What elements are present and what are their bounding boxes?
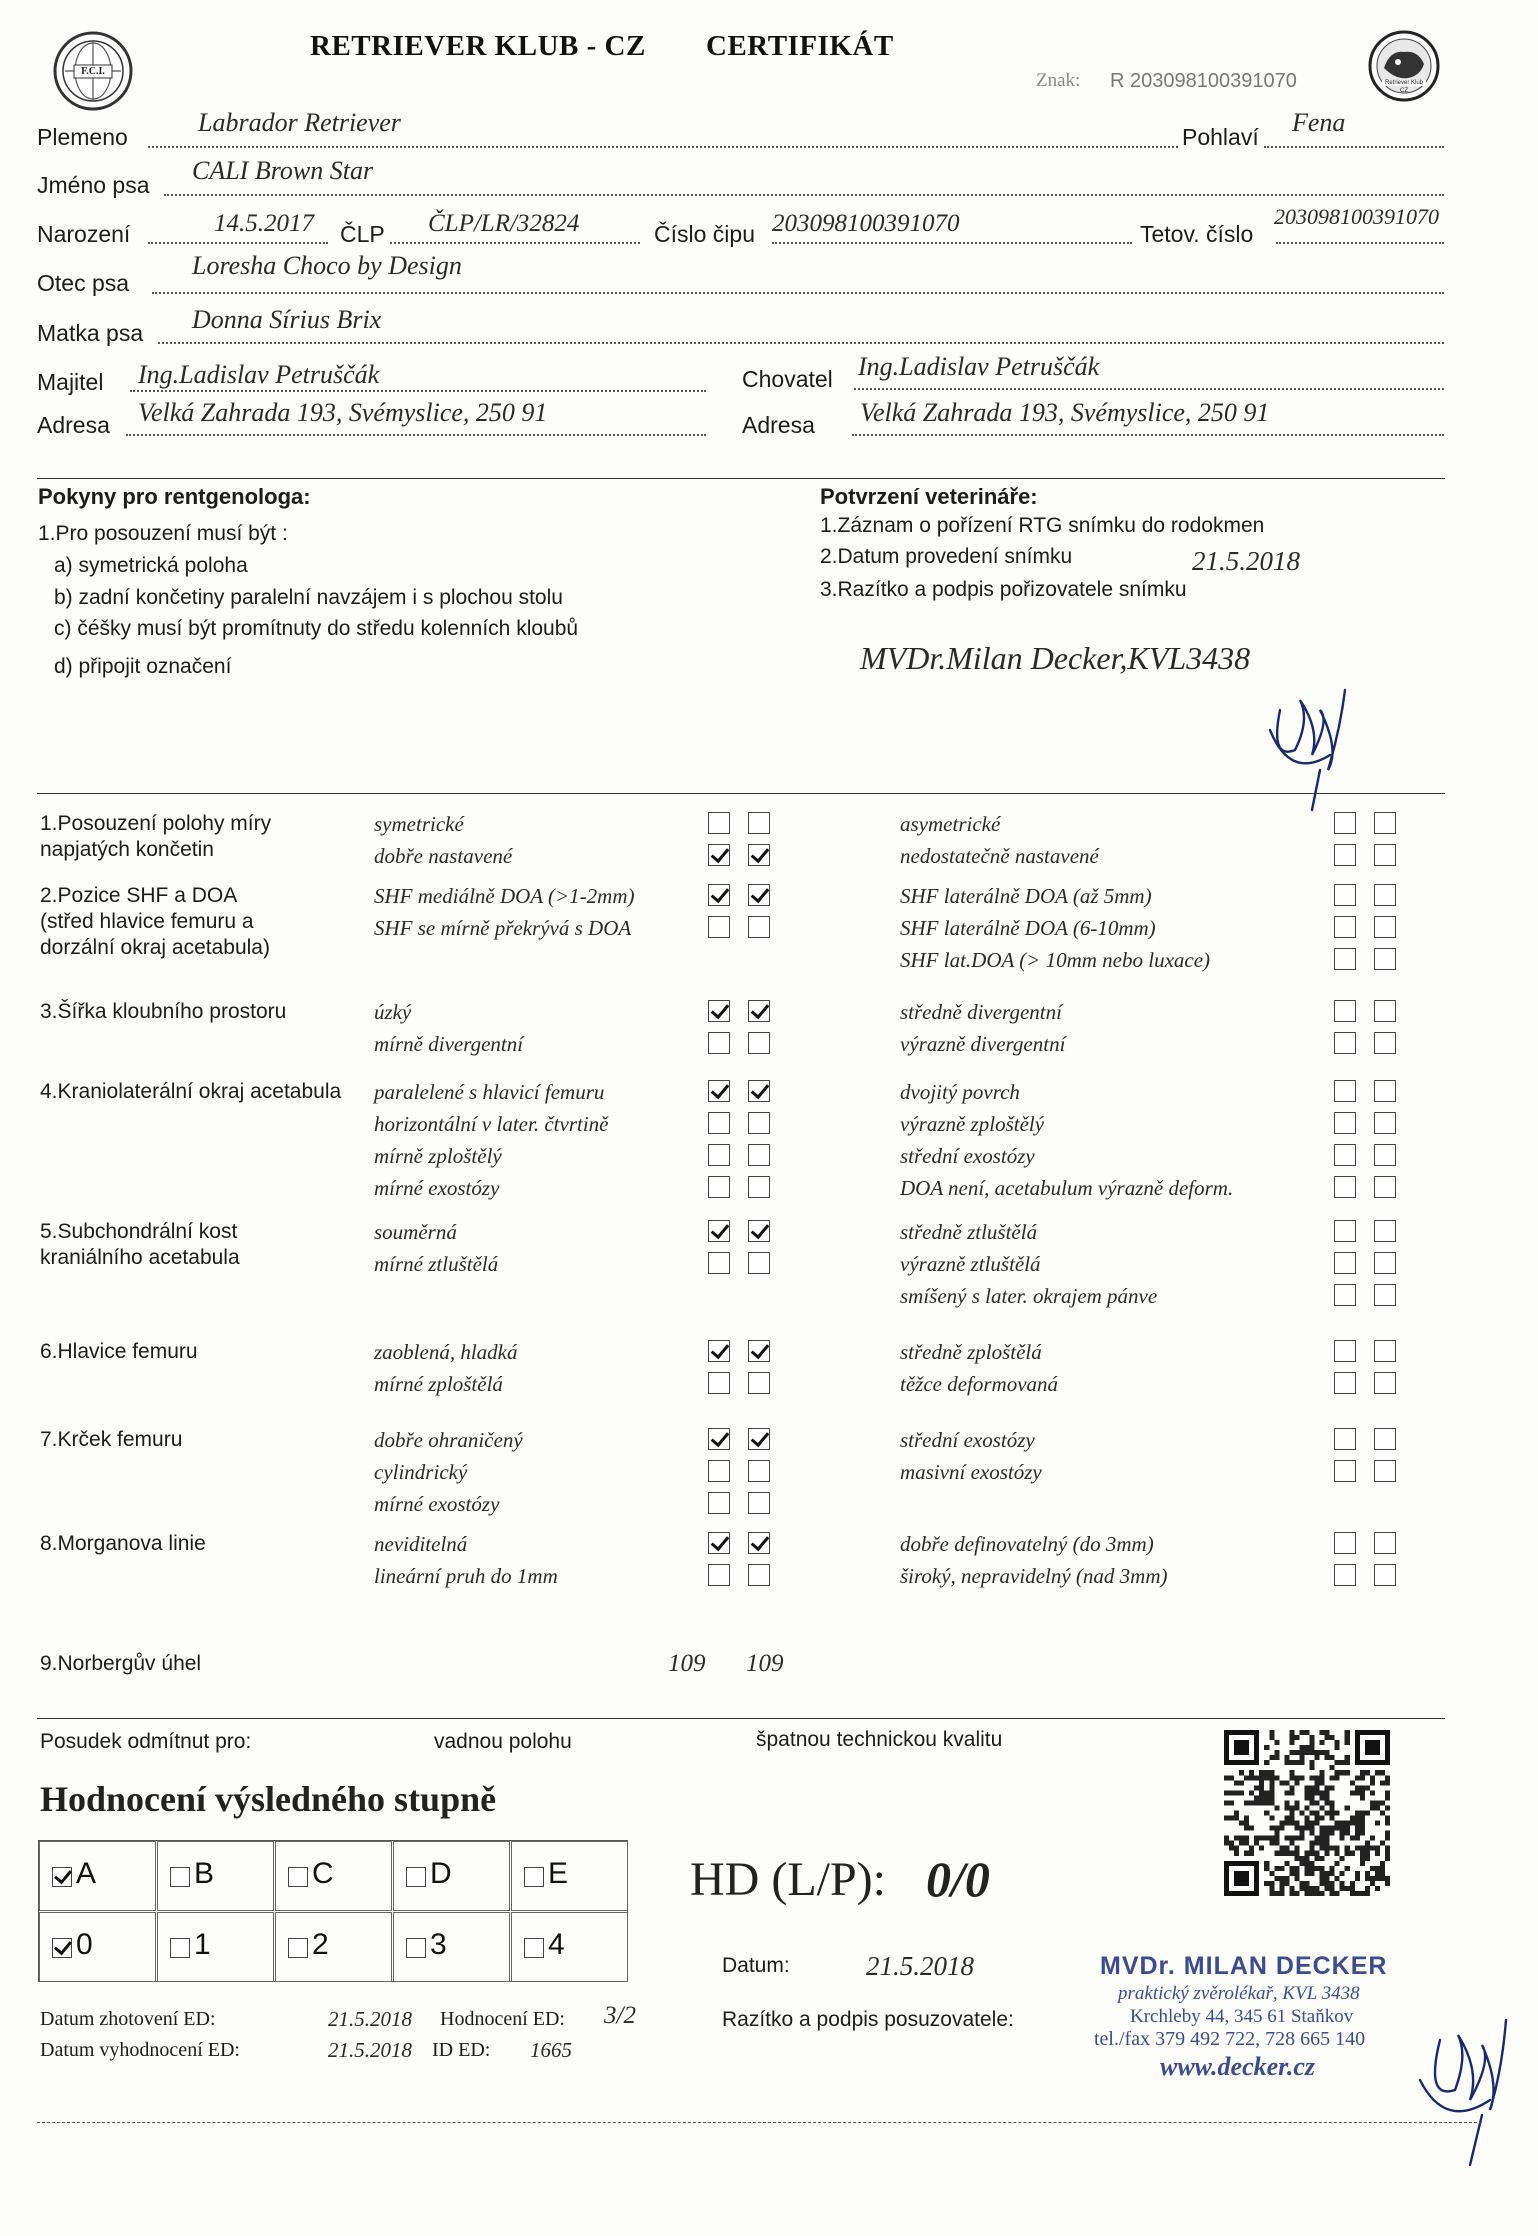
hodnoceni-label: Hodnocení ED: [440, 2008, 565, 2030]
checkbox-left[interactable] [1334, 1372, 1356, 1394]
checkbox-right[interactable] [1374, 1428, 1396, 1450]
checkbox-left[interactable] [708, 1532, 730, 1554]
checkbox-left[interactable] [708, 1492, 730, 1514]
checkbox-right[interactable] [1374, 1144, 1396, 1166]
criterion-option: zaoblená, hladká [374, 1340, 518, 1364]
otec-label: Otec psa [37, 270, 130, 296]
grade-label: 0 [76, 1928, 93, 1961]
plemeno-label: Plemeno [37, 124, 128, 150]
checkbox-right[interactable] [748, 1252, 770, 1274]
razitko-label: Razítko a podpis posuzovatele: [722, 2008, 1014, 2031]
checkbox-left[interactable] [708, 1000, 730, 1022]
narozeni-value: 14.5.2017 [214, 210, 314, 237]
norberg-p: 109 [746, 1650, 784, 1677]
checkbox-left[interactable] [1334, 1340, 1356, 1362]
checkbox-right[interactable] [748, 1460, 770, 1482]
qr-code [1224, 1730, 1390, 1896]
grade-label: 1 [194, 1928, 211, 1961]
criterion-label: 3.Šířka kloubního prostoru [40, 1000, 287, 1023]
grade-label: C [312, 1857, 334, 1890]
grade-label: B [194, 1857, 215, 1890]
criterion-label: kraniálního acetabula [40, 1246, 240, 1269]
criterion-option: smíšený s later. okrajem pánve [900, 1284, 1158, 1308]
checkbox-left[interactable] [1334, 1460, 1356, 1482]
criterion-label: dorzální okraj acetabula) [40, 936, 270, 959]
criterion-option: SHF laterálně DOA (6-10mm) [900, 916, 1156, 940]
hodnoceni-value: 3/2 [604, 2002, 636, 2029]
checkbox-right[interactable] [748, 1144, 770, 1166]
criterion-label: 2.Pozice SHF a DOA [40, 884, 238, 907]
grade-cell[interactable] [39, 1912, 156, 1982]
chovatel-value: Ing.Ladislav Petruščák [858, 352, 1100, 381]
vet-name: MVDr.Milan Decker,KVL3438 [860, 640, 1251, 676]
checkbox-left[interactable] [1334, 1252, 1356, 1274]
checkbox-right[interactable] [748, 844, 770, 866]
criterion-label: 6.Hlavice femuru [40, 1340, 198, 1363]
checkbox-left[interactable] [1334, 1428, 1356, 1450]
grade-cell[interactable] [39, 1841, 156, 1911]
chovatel-adresa-label: Adresa [742, 412, 815, 438]
checkbox-left[interactable] [1334, 948, 1356, 970]
criterion-option: lineární pruh do 1mm [374, 1564, 558, 1588]
plemeno-value: Labrador Retriever [198, 108, 401, 137]
checkbox-right[interactable] [1374, 1220, 1396, 1242]
checkbox-right[interactable] [1374, 916, 1396, 938]
criterion-option: dvojitý povrch [900, 1080, 1020, 1104]
criterion-label: 5.Subchondrální kost [40, 1220, 238, 1243]
club-name: RETRIEVER KLUB - CZ [310, 30, 646, 62]
hd-value: 0/0 [926, 1851, 990, 1907]
checkbox-left[interactable] [708, 1372, 730, 1394]
checkbox-left[interactable] [1334, 1564, 1356, 1586]
checkbox-right[interactable] [748, 1492, 770, 1514]
judge-signature [1400, 2000, 1510, 2180]
grade-cell[interactable] [157, 1841, 274, 1911]
instructions-title: Pokyny pro rentgenologa: [38, 484, 311, 509]
stamp [1080, 1950, 1440, 2090]
checkbox-left[interactable] [708, 812, 730, 834]
grade-checkbox[interactable] [52, 1867, 72, 1887]
jmeno-value: CALI Brown Star [192, 156, 374, 185]
jmeno-label: Jméno psa [37, 172, 150, 198]
checkbox-right[interactable] [748, 1112, 770, 1134]
majitel-adresa-value: Velká Zahrada 193, Svémyslice, 250 91 [138, 398, 548, 427]
grade-checkbox[interactable] [170, 1938, 190, 1958]
criterion-label: 8.Morganova linie [40, 1532, 206, 1555]
checkbox-right[interactable] [748, 1372, 770, 1394]
vet-line3: 3.Razítko a podpis pořizovatele snímku [820, 578, 1187, 601]
checkbox-left[interactable] [1334, 916, 1356, 938]
criterion-option: výrazně divergentní [900, 1032, 1066, 1056]
zhotoveni-value: 21.5.2018 [328, 2007, 412, 2031]
id-label: ID ED: [432, 2039, 491, 2061]
checkbox-right[interactable] [1374, 1112, 1396, 1134]
checkbox-left[interactable] [708, 1428, 730, 1450]
checkbox-right[interactable] [1374, 812, 1396, 834]
checkbox-left[interactable] [1334, 812, 1356, 834]
checkbox-left[interactable] [708, 1460, 730, 1482]
rejection-option-position: vadnou polohu [434, 1730, 572, 1753]
criterion-option: dobře ohraničený [374, 1428, 523, 1452]
criterion-option: masivní exostózy [900, 1460, 1042, 1484]
instruction-item: b) zadní končetiny paralelní navzájem i s plochou stolu [54, 586, 563, 609]
document-title: CERTIFIKÁT [706, 30, 894, 62]
checkbox-right[interactable] [1374, 948, 1396, 970]
grade-label: 4 [548, 1928, 565, 1961]
fci-logo-text: F.C.I. [81, 66, 105, 77]
checkbox-left[interactable] [1334, 844, 1356, 866]
checkbox-right[interactable] [1374, 884, 1396, 906]
instructions-intro: 1.Pro posouzení musí být : [38, 522, 288, 545]
grade-checkbox[interactable] [52, 1938, 72, 1958]
checkbox-left[interactable] [1334, 1144, 1356, 1166]
checkbox-right[interactable] [1374, 844, 1396, 866]
criterion-label: 4.Kraniolaterální okraj acetabula [40, 1080, 342, 1103]
id-value: 1665 [530, 2038, 572, 2062]
checkbox-left[interactable] [708, 1340, 730, 1362]
instruction-item: c) čéšky musí být promítnuty do středu kolenních kloubů [54, 617, 579, 640]
checkbox-right[interactable] [748, 1080, 770, 1102]
criterion-label: (střed hlavice femuru a [40, 910, 254, 933]
grade-cell[interactable] [275, 1841, 392, 1911]
checkbox-left[interactable] [708, 1032, 730, 1054]
checkbox-right[interactable] [748, 1032, 770, 1054]
cip-label: Číslo čipu [654, 221, 755, 247]
criterion-option: souměrná [374, 1220, 457, 1244]
criterion-option: asymetrické [900, 812, 1001, 836]
grade-checkbox[interactable] [524, 1867, 544, 1887]
criterion-option: těžce deformovaná [900, 1372, 1059, 1396]
grade-label: D [430, 1857, 452, 1890]
matka-value: Donna Sírius Brix [192, 305, 382, 334]
vyhodnoceni-label: Datum vyhodnocení ED: [40, 2039, 240, 2061]
checkbox-right[interactable] [1374, 1372, 1396, 1394]
vyhodnoceni-value: 21.5.2018 [328, 2038, 412, 2062]
narozeni-label: Narození [37, 221, 131, 247]
checkbox-right[interactable] [1374, 1000, 1396, 1022]
grade-checkbox[interactable] [406, 1938, 426, 1958]
checkbox-right[interactable] [748, 1220, 770, 1242]
criterion-option: mírné exostózy [374, 1492, 500, 1516]
criterion-option: úzký [374, 1000, 412, 1024]
criterion-option: výrazně ztluštělá [900, 1252, 1041, 1276]
checkbox-right[interactable] [1374, 1532, 1396, 1554]
cip-value: 203098100391070 [772, 210, 960, 237]
checkbox-right[interactable] [1374, 1564, 1396, 1586]
checkbox-right[interactable] [748, 812, 770, 834]
grading-title: Hodnocení výsledného stupně [40, 1779, 497, 1819]
zhotoveni-label: Datum zhotovení ED: [40, 2008, 216, 2030]
club-logo [1368, 30, 1440, 102]
grade-cell[interactable] [393, 1841, 510, 1911]
znak-value: R 203098100391070 [1110, 70, 1297, 92]
criterion-option: horizontální v later. čtvrtině [374, 1112, 609, 1136]
stamp-line1: MVDr. MILAN DECKER [1100, 1952, 1388, 1980]
rejection-option-quality: špatnou technickou kvalitu [756, 1728, 1003, 1751]
stamp-line5: www.decker.cz [1160, 2052, 1316, 2081]
divider [37, 478, 1445, 479]
majitel-adresa-label: Adresa [37, 412, 110, 438]
criterion-option: středně zploštělá [900, 1340, 1042, 1364]
matka-label: Matka psa [37, 320, 144, 346]
checkbox-left[interactable] [1334, 1080, 1356, 1102]
checkbox-left[interactable] [1334, 1112, 1356, 1134]
grade-checkbox[interactable] [524, 1938, 544, 1958]
checkbox-right[interactable] [1374, 1460, 1396, 1482]
checkbox-left[interactable] [1334, 1032, 1356, 1054]
checkbox-left[interactable] [708, 884, 730, 906]
checkbox-right[interactable] [748, 1176, 770, 1198]
criterion-option: SHF laterálně DOA (až 5mm) [900, 884, 1152, 908]
otec-value: Loresha Choco by Design [192, 251, 462, 280]
checkbox-left[interactable] [1334, 1000, 1356, 1022]
majitel-label: Majitel [37, 369, 104, 395]
checkbox-right[interactable] [1374, 1032, 1396, 1054]
checkbox-right[interactable] [1374, 1340, 1396, 1362]
checkbox-left[interactable] [708, 1080, 730, 1102]
checkbox-left[interactable] [708, 1564, 730, 1586]
criterion-option: neviditelná [374, 1532, 468, 1556]
grade-cell[interactable] [393, 1912, 510, 1982]
checkbox-left[interactable] [708, 1112, 730, 1134]
tetov-value: 203098100391070 [1274, 204, 1439, 229]
checkbox-left[interactable] [708, 1176, 730, 1198]
checkbox-right[interactable] [748, 1000, 770, 1022]
datum-label: Datum: [722, 1954, 790, 1977]
grade-checkbox[interactable] [288, 1938, 308, 1958]
chovatel-adresa-value: Velká Zahrada 193, Svémyslice, 250 91 [860, 398, 1270, 427]
datum-value: 21.5.2018 [866, 1951, 974, 1981]
criterion-option: SHF se mírně překrývá s DOA [374, 916, 632, 940]
criterion-option: paralelené s hlavicí femuru [374, 1080, 605, 1104]
checkbox-left[interactable] [708, 844, 730, 866]
criterion-option: mírné ztluštělá [374, 1252, 499, 1276]
club-logo-text: Retriever Klub CZ [1384, 80, 1423, 94]
instruction-item: a) symetrická poloha [54, 554, 248, 577]
criterion-option: středně divergentní [900, 1000, 1062, 1024]
checkbox-right[interactable] [1374, 1080, 1396, 1102]
hd-label: HD (L/P): [690, 1853, 886, 1906]
checkbox-left[interactable] [1334, 884, 1356, 906]
grade-label: A [76, 1857, 97, 1890]
grade-cell[interactable] [511, 1841, 628, 1911]
checkbox-right[interactable] [1374, 1252, 1396, 1274]
criterion-option: mírně divergentní [374, 1032, 524, 1056]
checkbox-right[interactable] [748, 1428, 770, 1450]
criterion-option: střední exostózy [900, 1428, 1035, 1452]
criterion-option: cylindrický [374, 1460, 468, 1484]
criterion-option: dobře nastavené [374, 844, 513, 868]
divider [37, 793, 1445, 794]
grade-cell[interactable] [157, 1912, 274, 1982]
divider [37, 1718, 1445, 1719]
checkbox-left[interactable] [708, 1220, 730, 1242]
criterion-option: střední exostózy [900, 1144, 1035, 1168]
checkbox-left[interactable] [1334, 1532, 1356, 1554]
rejection-label: Posudek odmítnut pro: [40, 1730, 252, 1753]
pohlavi-label: Pohlaví [1182, 124, 1259, 150]
criterion-label: 7.Krček femuru [40, 1428, 183, 1451]
norberg-l: 109 [668, 1650, 706, 1677]
checkbox-right[interactable] [1374, 1176, 1396, 1198]
grade-grid [38, 1840, 628, 1982]
vet-signature [1250, 660, 1350, 820]
vet-date: 21.5.2018 [1192, 546, 1300, 576]
checkbox-right[interactable] [748, 1532, 770, 1554]
grade-cell[interactable] [511, 1912, 628, 1982]
znak-label: Znak: [1036, 70, 1081, 91]
criterion-label: napjatých končetin [40, 838, 214, 861]
chovatel-label: Chovatel [742, 366, 833, 392]
checkbox-left[interactable] [1334, 1176, 1356, 1198]
criterion-option: mírné zploštělá [374, 1372, 503, 1396]
criterion-option: široký, nepravidelný (nad 3mm) [900, 1564, 1168, 1588]
grade-checkbox[interactable] [170, 1867, 190, 1887]
stamp-line3: Krchleby 44, 345 61 Staňkov [1130, 2006, 1354, 2027]
checkbox-left[interactable] [708, 1144, 730, 1166]
checkbox-right[interactable] [748, 1564, 770, 1586]
instruction-item: d) připojit označení [54, 655, 232, 678]
criterion-option: středně ztluštělá [900, 1220, 1038, 1244]
checkbox-left[interactable] [1334, 1284, 1356, 1306]
checkbox-left[interactable] [1334, 1220, 1356, 1242]
grade-label: 3 [430, 1928, 447, 1961]
grade-label: E [548, 1857, 569, 1890]
criterion-option: mírné exostózy [374, 1176, 500, 1200]
criterion-option: SHF lat.DOA (> 10mm nebo luxace) [900, 948, 1211, 972]
criterion-label: 1.Posouzení polohy míry [40, 812, 272, 835]
checkbox-right[interactable] [748, 1340, 770, 1362]
grade-checkbox[interactable] [288, 1867, 308, 1887]
vet-line1: 1.Záznam o pořízení RTG snímku do rodokmen [820, 514, 1265, 537]
bottom-divider [37, 2122, 1482, 2123]
criterion-option: DOA není, acetabulum výrazně deform. [900, 1176, 1234, 1200]
checkbox-left[interactable] [708, 1252, 730, 1274]
criterion-option: SHF mediálně DOA (>1-2mm) [374, 884, 635, 908]
checkbox-right[interactable] [748, 884, 770, 906]
criterion-option: symetrické [374, 812, 464, 836]
grade-checkbox[interactable] [406, 1867, 426, 1887]
vet-title: Potvrzení veterináře: [820, 484, 1038, 509]
fci-logo [52, 30, 134, 112]
checkbox-right[interactable] [748, 916, 770, 938]
clp-value: ČLP/LR/32824 [428, 210, 580, 237]
vet-line2: 2.Datum provedení snímku [820, 545, 1073, 568]
majitel-value: Ing.Ladislav Petruščák [138, 360, 380, 389]
stamp-line4: tel./fax 379 492 722, 728 665 140 [1094, 2028, 1366, 2050]
pohlavi-value: Fena [1292, 108, 1346, 137]
checkbox-right[interactable] [1374, 1284, 1396, 1306]
criterion-option: dobře definovatelný (do 3mm) [900, 1532, 1154, 1556]
norberg-label: 9.Norbergův úhel [40, 1652, 202, 1675]
criterion-option: nedostatečně nastavené [900, 844, 1099, 868]
tetov-label: Tetov. číslo [1140, 221, 1254, 247]
clp-label: ČLP [340, 221, 385, 247]
criterion-option: mírně zploštělý [374, 1144, 502, 1168]
grade-cell[interactable] [275, 1912, 392, 1982]
grade-label: 2 [312, 1928, 329, 1961]
stamp-line2: praktický zvěrolékař, KVL 3438 [1118, 1983, 1360, 2004]
checkbox-left[interactable] [708, 916, 730, 938]
criterion-option: výrazně zploštělý [900, 1112, 1045, 1136]
